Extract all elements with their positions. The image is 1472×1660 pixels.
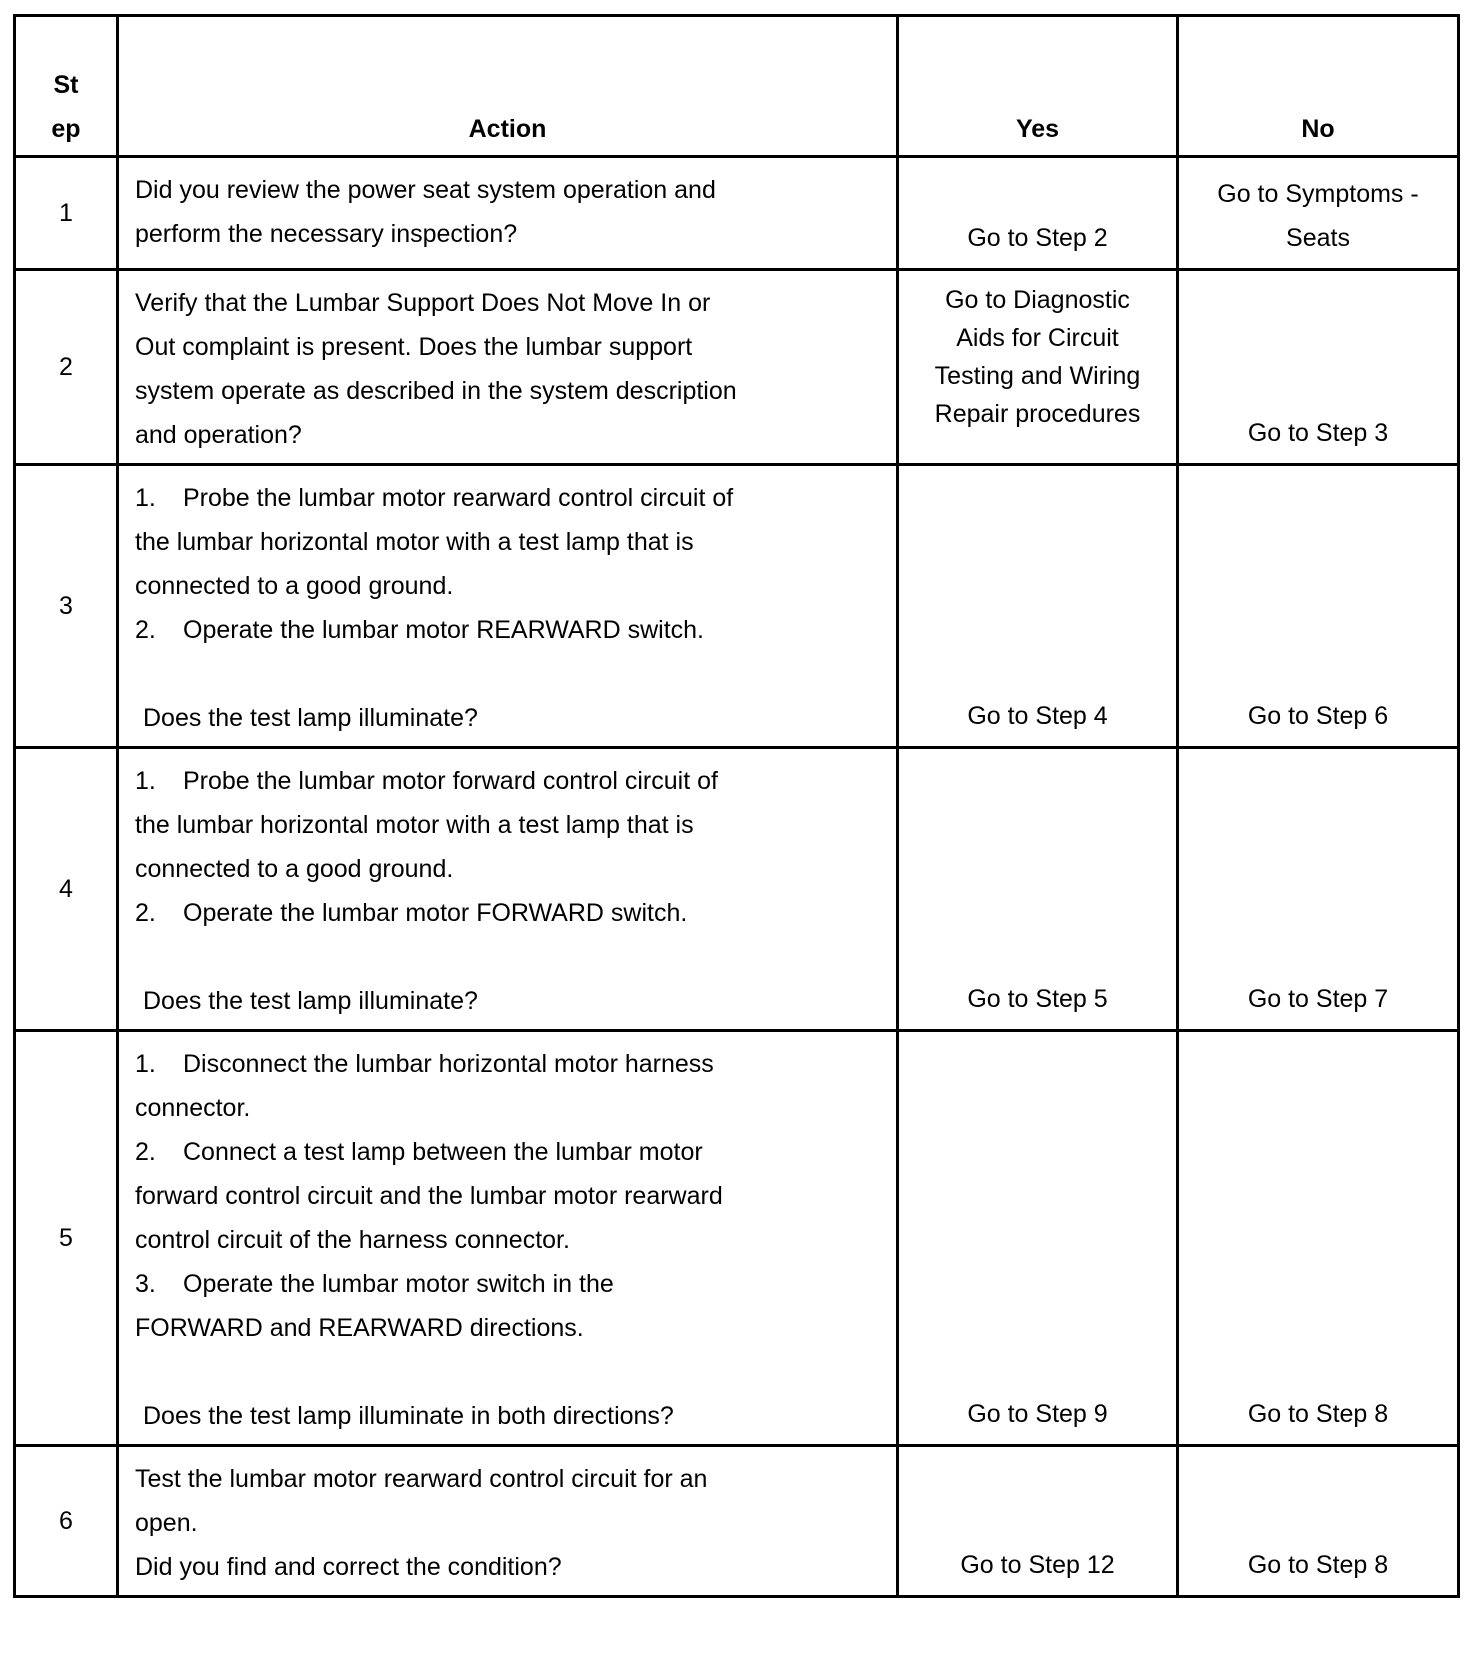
action-cell bbox=[118, 1031, 898, 1446]
yes-line: Repair procedures bbox=[934, 400, 1141, 428]
numbered-step bbox=[135, 608, 880, 652]
yes-cell: Go to Step 4 bbox=[898, 465, 1178, 748]
action-line: connector. bbox=[135, 1094, 251, 1122]
yes-cell: Go to Step 5 bbox=[898, 748, 1178, 1031]
action-line: connected to a good ground. bbox=[135, 855, 454, 883]
diagnostic-table bbox=[13, 14, 1460, 1598]
yes-cell: Go to Step 9 bbox=[898, 1031, 1178, 1446]
action-line: perform the necessary inspection? bbox=[135, 220, 518, 248]
action-line: open. bbox=[135, 1509, 198, 1537]
step-number: 3 bbox=[15, 465, 118, 748]
no-cell: Go to Step 8 bbox=[1178, 1446, 1459, 1597]
action-cell bbox=[118, 157, 898, 270]
header-action: Action bbox=[118, 16, 898, 157]
no-line: Go to Symptoms - bbox=[1217, 180, 1419, 208]
action-line: Operate the lumbar motor switch in the bbox=[183, 1270, 614, 1298]
action-cell bbox=[118, 748, 898, 1031]
action-line: Disconnect the lumbar horizontal motor harness bbox=[183, 1050, 714, 1078]
action-line: Probe the lumbar motor forward control circuit of bbox=[183, 767, 718, 795]
spacer bbox=[135, 652, 880, 696]
yes-cell: Go to Step 12 bbox=[898, 1446, 1178, 1597]
table-row bbox=[15, 157, 1459, 270]
action-line: Test the lumbar motor rearward control circuit for an bbox=[135, 1465, 708, 1493]
action-line: Operate the lumbar motor FORWARD switch. bbox=[183, 899, 688, 927]
action-line: and operation? bbox=[135, 421, 302, 449]
step-item-number: 2. bbox=[135, 899, 156, 927]
step-item-number: 3. bbox=[135, 1270, 156, 1298]
numbered-step bbox=[135, 1042, 880, 1086]
yes-line: Testing and Wiring bbox=[934, 362, 1141, 390]
action-line: Verify that the Lumbar Support Does Not Move In or bbox=[135, 289, 711, 317]
header-step-line-1: St bbox=[53, 71, 79, 99]
question-line: Does the test lamp illuminate in both directions? bbox=[143, 1402, 674, 1430]
action-cell bbox=[118, 270, 898, 465]
header-step bbox=[15, 16, 118, 157]
spacer bbox=[135, 1350, 880, 1394]
table-row bbox=[15, 1446, 1459, 1597]
action-line: Probe the lumbar motor rearward control circuit of bbox=[183, 484, 734, 512]
numbered-step bbox=[135, 1262, 880, 1306]
spacer bbox=[135, 935, 880, 979]
action-line: forward control circuit and the lumbar motor rearward bbox=[135, 1182, 723, 1210]
action-line: Did you find and correct the condition? bbox=[135, 1553, 562, 1581]
action-line: the lumbar horizontal motor with a test lamp that is bbox=[135, 528, 694, 556]
action-line: Connect a test lamp between the lumbar motor bbox=[183, 1138, 703, 1166]
step-number: 5 bbox=[15, 1031, 118, 1446]
question-line: Does the test lamp illuminate? bbox=[143, 987, 478, 1015]
action-line: control circuit of the harness connector. bbox=[135, 1226, 570, 1254]
action-line: Operate the lumbar motor REARWARD switch. bbox=[183, 616, 704, 644]
header-no: No bbox=[1178, 16, 1459, 157]
step-number: 6 bbox=[15, 1446, 118, 1597]
yes-line: Aids for Circuit bbox=[956, 324, 1119, 352]
yes-cell bbox=[898, 270, 1178, 465]
step-item-number: 1. bbox=[135, 484, 156, 512]
action-cell bbox=[118, 1446, 898, 1597]
action-line: Out complaint is present. Does the lumbar support bbox=[135, 333, 693, 361]
step-item-number: 2. bbox=[135, 1138, 156, 1166]
header-yes: Yes bbox=[898, 16, 1178, 157]
no-cell: Go to Step 8 bbox=[1178, 1031, 1459, 1446]
step-number: 4 bbox=[15, 748, 118, 1031]
no-cell: Go to Step 3 bbox=[1178, 270, 1459, 465]
table-row bbox=[15, 465, 1459, 748]
numbered-step bbox=[135, 1130, 880, 1174]
action-line: system operate as described in the system description bbox=[135, 377, 737, 405]
table-row bbox=[15, 748, 1459, 1031]
no-cell: Go to Step 6 bbox=[1178, 465, 1459, 748]
action-line: connected to a good ground. bbox=[135, 572, 454, 600]
step-item-number: 2. bbox=[135, 616, 156, 644]
action-cell bbox=[118, 465, 898, 748]
yes-cell: Go to Step 2 bbox=[898, 157, 1178, 270]
numbered-step bbox=[135, 759, 880, 803]
header-step-line-2: ep bbox=[51, 115, 81, 143]
step-number: 1 bbox=[15, 157, 118, 270]
step-number: 2 bbox=[15, 270, 118, 465]
no-cell: Go to Step 7 bbox=[1178, 748, 1459, 1031]
table-header-row bbox=[15, 16, 1459, 157]
yes-line: Go to Diagnostic bbox=[945, 286, 1130, 314]
action-line: Did you review the power seat system operation and bbox=[135, 176, 716, 204]
step-item-number: 1. bbox=[135, 1050, 156, 1078]
no-line: Seats bbox=[1286, 224, 1350, 252]
question-line: Does the test lamp illuminate? bbox=[143, 704, 478, 732]
numbered-step bbox=[135, 476, 880, 520]
step-item-number: 1. bbox=[135, 767, 156, 795]
action-line: the lumbar horizontal motor with a test lamp that is bbox=[135, 811, 694, 839]
action-line: FORWARD and REARWARD directions. bbox=[135, 1314, 584, 1342]
table-row bbox=[15, 1031, 1459, 1446]
table-row bbox=[15, 270, 1459, 465]
numbered-step bbox=[135, 891, 880, 935]
no-cell bbox=[1178, 157, 1459, 270]
